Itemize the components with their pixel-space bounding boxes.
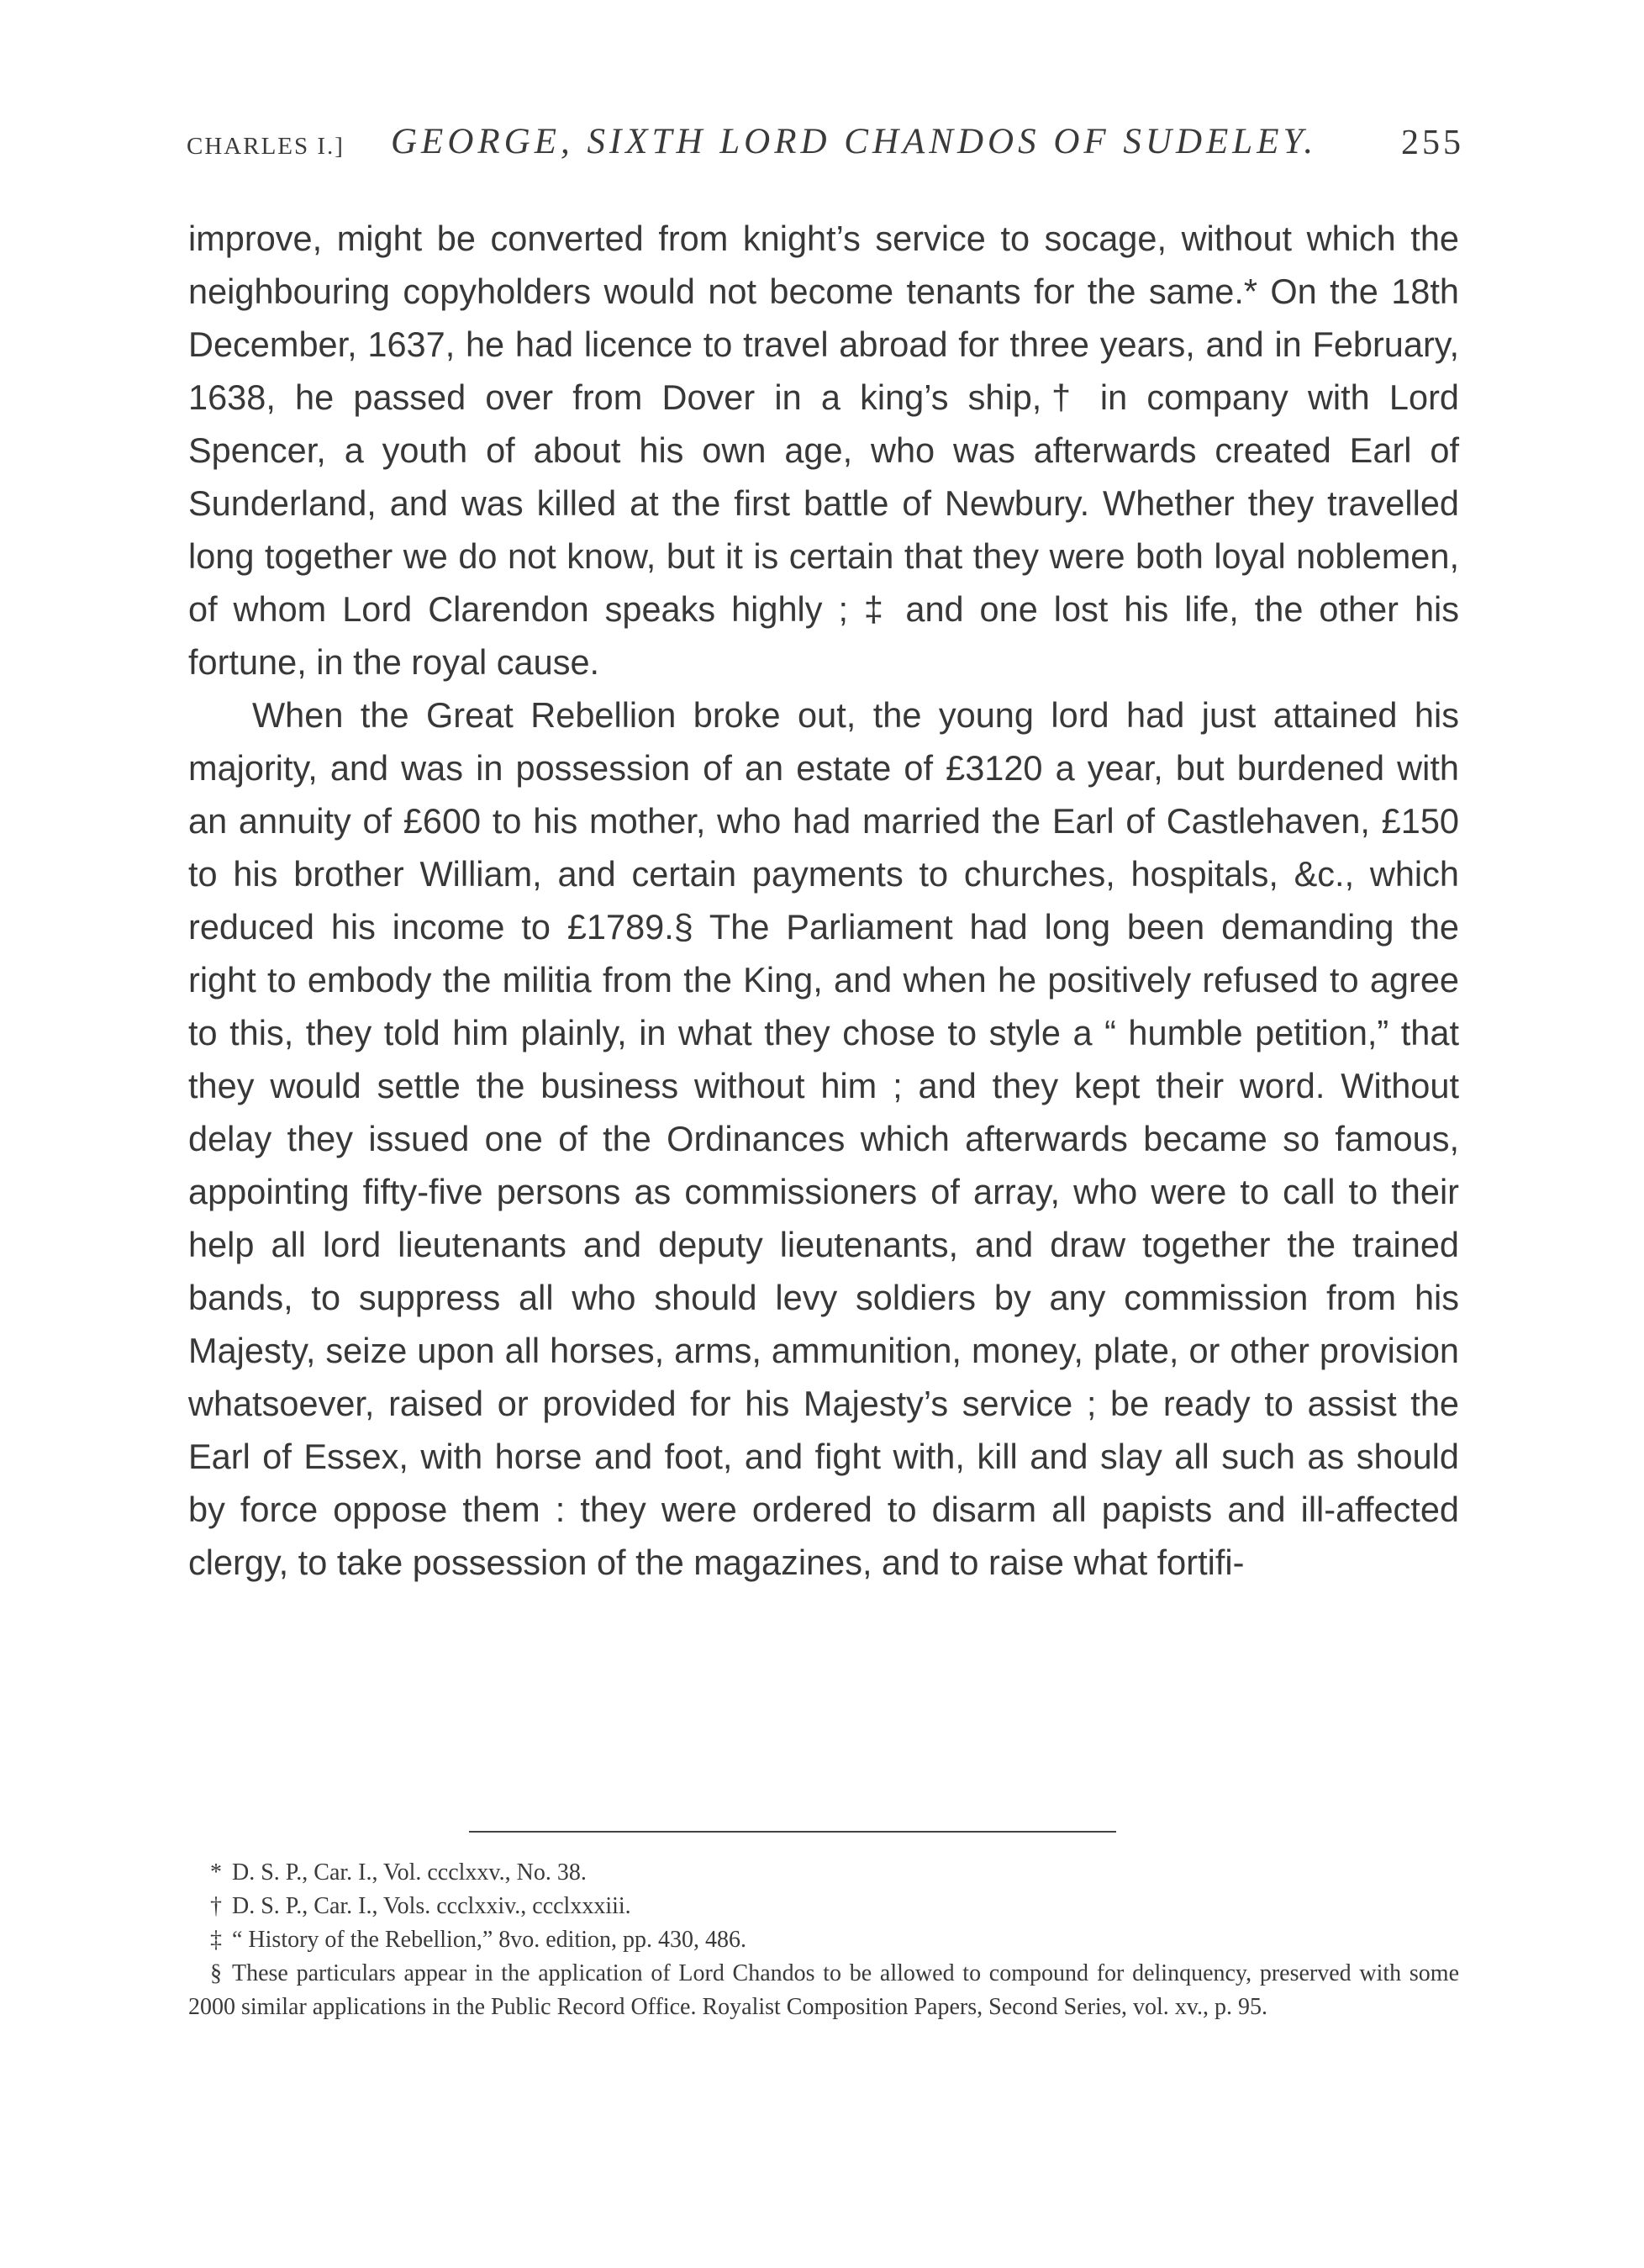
footnote-4 xyxy=(188,1957,1459,2024)
footnote-2 xyxy=(188,1890,1459,1923)
running-head-reign: CHARLES I.] xyxy=(187,133,345,160)
footnote-mark: † xyxy=(210,1893,222,1919)
footnote-mark: * xyxy=(210,1859,222,1886)
footnote-3 xyxy=(188,1923,1459,1957)
main-text xyxy=(188,212,1459,1589)
footnote-mark: § xyxy=(210,1960,222,1986)
footnote-text: D. S. P., Car. I., Vol. ccclxxv., No. 38. xyxy=(232,1859,587,1886)
footnote-mark: ‡ xyxy=(210,1927,222,1953)
running-head xyxy=(187,118,1464,171)
page-number: 255 xyxy=(1401,124,1464,162)
running-head-title: GEORGE, SIXTH LORD CHANDOS OF SUDELEY. xyxy=(391,122,1318,161)
footnote-rule xyxy=(469,1831,1116,1833)
footnote-text: These particulars appear in the application of Lord Chandos to be allowed to compound for delinquency, preserved with some 2000 similar applications in the Public Record Office. Royalist Composition Papers, Second Series, vol. xv., p. 95. xyxy=(188,1960,1459,2020)
footnotes xyxy=(188,1856,1459,2024)
paragraph-1: improve, might be converted from knight’s service to socage, without which the neighbouring copyholders would not become tenants for the same.* On the 18th December, 1637, he had licence to travel abroad for three years, and in February, 1638, he passed over from Dover in a king’s ship,† in company with Lord Spencer, a youth of about his own age, who was afterwards created Earl of Sunderland, and was killed at the first battle of Newbury. Whether they travelled long together we do not know, but it is certain that they were both loyal noblemen, of whom Lord Clarendon speaks highly ; ‡ and one lost his life, the other his fortune, in the royal cause. xyxy=(188,219,1459,682)
footnote-1 xyxy=(188,1856,1459,1890)
footnote-text: “ History of the Rebellion,” 8vo. edition, pp. 430, 486. xyxy=(232,1927,747,1953)
footnote-text: D. S. P., Car. I., Vols. ccclxxiv., ccclxxxiii. xyxy=(232,1893,631,1919)
paragraph-2: When the Great Rebellion broke out, the young lord had just attained his majority, and was in possession of an estate of £3120 a year, but burdened with an annuity of £600 to his mother, who had married the Earl of Castlehaven, £150 to his brother William, and certain payments to churches, hospitals, &c., which reduced his income to £1789.§ The Parliament had long been demanding the right to embody the militia from the King, and when he positively refused to agree to this, they told him plainly, in what they chose to style a “ humble petition,” that they would settle the business without him ; and they kept their word. Without delay they issued one of the Ordinances which afterwards became so famous, appointing fifty-five persons as commissioners of array, who were to call to their help all lord lieutenants and deputy lieutenants, and draw together the trained bands, to suppress all who should levy soldiers by any commission from his Majesty, seize upon all horses, arms, ammunition, money, plate, or other provision whatsoever, raised or provided for his Majesty’s service ; be ready to assist the Earl of Essex, with horse and foot, and fight with, kill and slay all such as should by force oppose them : they were ordered to disarm all papists and ill-affected clergy, to take possession of the magazines, and to raise what fortifi- xyxy=(188,695,1459,1582)
